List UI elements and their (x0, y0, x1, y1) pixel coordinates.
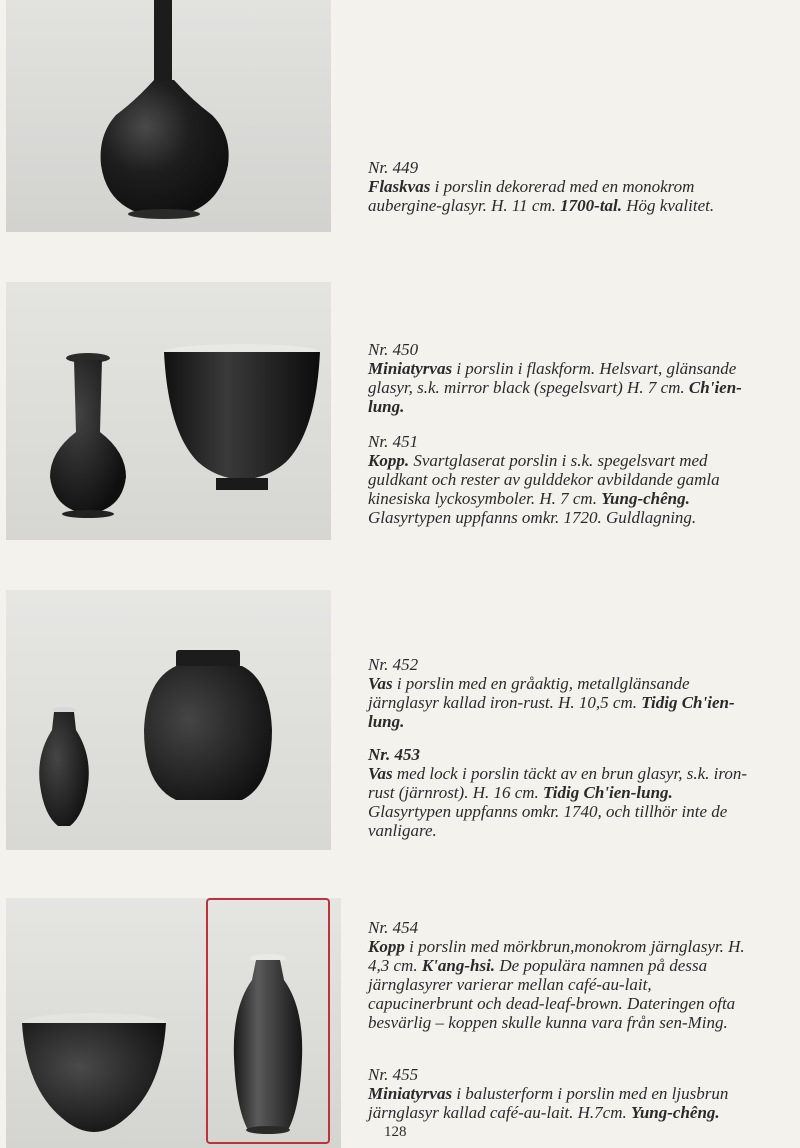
entry-title: Miniatyrvas (368, 359, 453, 378)
entry-text: Svartglaserat porslin i s.k. spegelsvart med guldkant och rester av gulddekor avbildande gamla kinesiska lyckosymboler. H. 7 cm. (368, 451, 720, 508)
page-number: 128 (384, 1124, 407, 1140)
catalog-entry-455 (368, 1065, 758, 1122)
entry-period: K'ang-hsi. (421, 956, 496, 975)
entry-number: Nr. 452 (368, 655, 419, 674)
entry-description (368, 359, 758, 416)
entry-title: Vas (368, 764, 393, 783)
entry-description (368, 1084, 758, 1122)
entry-description (368, 937, 758, 1032)
entry-text: i porslin dekorerad med en monokrom aubergine-glasyr. H. 11 cm. (368, 177, 695, 215)
entry-description (368, 674, 758, 731)
entry-period: Tidig Ch'ien-lung. (543, 783, 673, 802)
entry-number: Nr. 453 (368, 745, 420, 764)
entry-text: i porslin i flaskform. Helsvart, glänsande glasyr, s.k. mirror black (spegelsvart) H. 7 cm. (368, 359, 737, 397)
entry-number: Nr. 450 (368, 340, 419, 359)
entry-text: med lock i porslin täckt av en brun glasyr, s.k. iron-rust (järnrost). H. 16 cm. (368, 764, 748, 802)
entry-text: i balusterform i porslin med en ljusbrun järnglasyr kallad café-au-lait. H.7cm. (368, 1084, 729, 1122)
entry-period: Tidig Ch'ien-lung. (368, 693, 735, 731)
entry-period: 1700-tal. (560, 196, 623, 215)
selection-highlight (206, 898, 330, 1144)
entry-number: Nr. 451 (368, 432, 419, 451)
photo-flask-vase (6, 0, 331, 232)
catalog-entry-450 (368, 340, 758, 416)
entry-period: Yung-chêng. (631, 1103, 720, 1122)
entry-description (368, 177, 758, 215)
catalog-entry-449 (368, 158, 758, 215)
entry-title: Kopp (368, 937, 405, 956)
photo-miniature-vase-and-cup (6, 282, 331, 540)
catalog-entry-451 (368, 432, 758, 527)
entry-title: Miniatyrvas (368, 1084, 453, 1103)
entry-tail: De populära namnen på dessa järnglasyrer varierar mellan café-au-lait, capucinerbrunt och dead-leaf-brown. Dateringen ofta besvärlig – koppen skulle kunna vara från sen-Ming. (368, 956, 736, 1032)
catalog-entry-454 (368, 918, 758, 1032)
entry-number: Nr. 449 (368, 158, 419, 177)
entry-period: Ch'ien-lung. (368, 378, 742, 416)
entry-description (368, 451, 758, 527)
entry-tail: Hög kvalitet. (622, 196, 715, 215)
entry-number: Nr. 455 (368, 1065, 419, 1084)
entry-title: Kopp. (368, 451, 410, 470)
entry-text: i porslin med en gråaktig, metallglänsande järnglasyr kallad iron-rust. H. 10,5 cm. (368, 674, 690, 712)
entry-tail: Glasyrtypen uppfanns omkr. 1740, och tillhör inte de vanligare. (368, 802, 728, 840)
entry-description (368, 764, 758, 840)
entry-text: i porslin med mörkbrun,monokrom järnglasyr. H. 4,3 cm. (368, 937, 745, 975)
catalog-entry-452 (368, 655, 758, 731)
photo-iron-rust-vases (6, 590, 331, 850)
entry-tail: Glasyrtypen uppfanns omkr. 1720. Guldlagning. (368, 508, 697, 527)
entry-title: Flaskvas (368, 177, 431, 196)
entry-title: Vas (368, 674, 393, 693)
entry-number: Nr. 454 (368, 918, 419, 937)
entry-period: Yung-chêng. (601, 489, 690, 508)
catalog-entry-453 (368, 745, 758, 840)
